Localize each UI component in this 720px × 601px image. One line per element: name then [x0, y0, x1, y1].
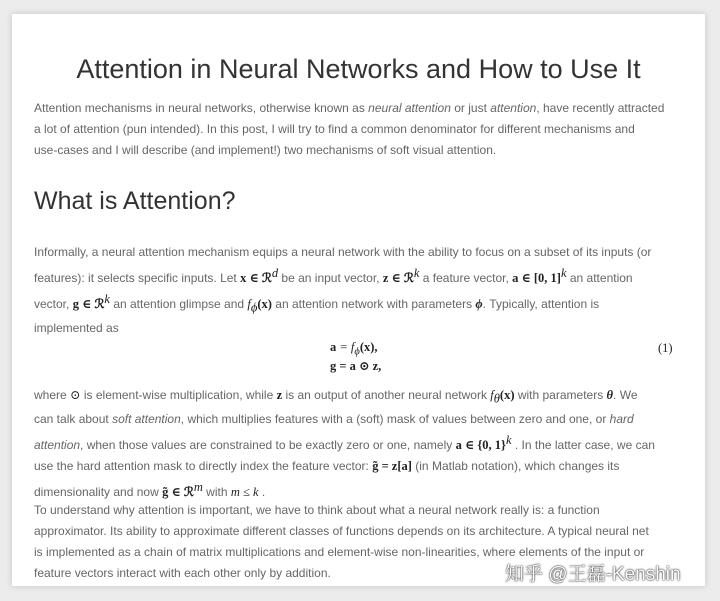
math-odot: ⊙: [70, 388, 81, 402]
informal-definition-paragraph: [34, 242, 679, 339]
para2-line-2: can talk about soft attention, which multiplies features with a (soft) mask of values between zero and one, or hard: [34, 412, 634, 427]
para2-line-4: use the hard attention mask to directly index the feature vector: g̃ = z[a] (in Matlab notation), which changes its: [34, 459, 620, 474]
math-attention-vector: a ∈ [0, 1]: [512, 271, 561, 285]
math-indexed-glimpse: g̃ = z[a]: [372, 459, 412, 474]
para1-line-1: Informally, a neural attention mechanism equips a neural network with the ability to focus on a subset of its inputs (or: [34, 245, 652, 259]
hard-soft-attention-paragraph: [34, 385, 679, 503]
math-input-vector: x ∈ ℛ: [240, 271, 272, 285]
para2-line-5: dimensionality and now g̃ ∈ ℛ$^m$ with m ≤ k .: [34, 480, 266, 500]
para1-line-4: implemented as: [34, 321, 119, 336]
math-attention-network: f: [247, 297, 251, 311]
math-glimpse: g ∈ ℛ: [72, 297, 105, 311]
section-heading: What is Attention?: [34, 187, 236, 215]
para3-line-3: is implemented as a chain of matrix multiplications and element-wise non-linearities, where elements of the input or: [34, 545, 645, 559]
term-soft-attention: soft attention: [112, 412, 181, 427]
equation-number: (1): [658, 341, 673, 355]
math-theta: θ: [606, 388, 614, 402]
article-page: [12, 14, 705, 586]
term-attention: attention: [490, 101, 537, 115]
intro-line-2: a lot of attention (pun intended). In this post, I will try to find a common denominator for different mechanisms and: [34, 122, 635, 136]
para3-line-4: feature vectors interact with each other only by addition.: [34, 566, 331, 580]
equation-row-1: $a = f_\phi(x)$,: [330, 340, 378, 358]
math-glimpse-space: g̃ ∈ ℛ: [162, 485, 194, 500]
intro-line-1: Attention mechanisms in neural networks, otherwise known as neural attention or just attention, have recently attracted: [34, 101, 665, 115]
math-feature-vector: z ∈ ℛ: [382, 271, 414, 285]
term-neural-attention: neural attention: [368, 101, 451, 115]
math-other-network: f: [490, 388, 494, 402]
equation-row-2: g = a ⊙ z,: [330, 359, 382, 373]
para3-line-1: To understand why attention is important, we have to think about what a neural network really is: a function: [34, 503, 600, 517]
math-binary-mask: a ∈ {0, 1}: [455, 438, 506, 453]
zhihu-watermark: 知乎 @王磊-Kenshin: [505, 564, 681, 585]
para3-line-2: approximator. Its ability to approximate different classes of functions depends on its architecture. A typical neural net: [34, 524, 649, 538]
term-hard: hard: [609, 412, 634, 427]
term-attention-italic: attention: [34, 438, 81, 453]
intro-paragraph: [34, 98, 679, 161]
article-title: Attention in Neural Networks and How to Use It: [76, 54, 641, 84]
para1-line-2: features): it selects specific inputs. Let x ∈ ℛ$^d$ be an input vector, z ∈ ℛ$^k$ a feature vector, a ∈ [0, 1]$^k$ an attention: [34, 266, 633, 285]
para1-line-3: vector, g ∈ ℛ$^k$ an attention glimpse and $f_\phi(x)$ an attention network with parameters ϕ. Typically, attention is: [34, 292, 600, 315]
intro-line-3: use-cases and I will describe (and implement!) two mechanisms of soft visual attention.: [34, 143, 497, 157]
para2-line-3: attention, when those values are constrained to be exactly zero or one, namely a ∈ {0, 1}$^k$ . In the latter case, we can: [34, 433, 655, 453]
math-m-le-k: m ≤ k: [230, 485, 259, 500]
para2-line-1: where ⊙ is element-wise multiplication, while z is an output of another neural network $f_\theta(x)$ with parameters θ. We: [34, 388, 638, 406]
math-phi: ϕ: [475, 297, 483, 311]
